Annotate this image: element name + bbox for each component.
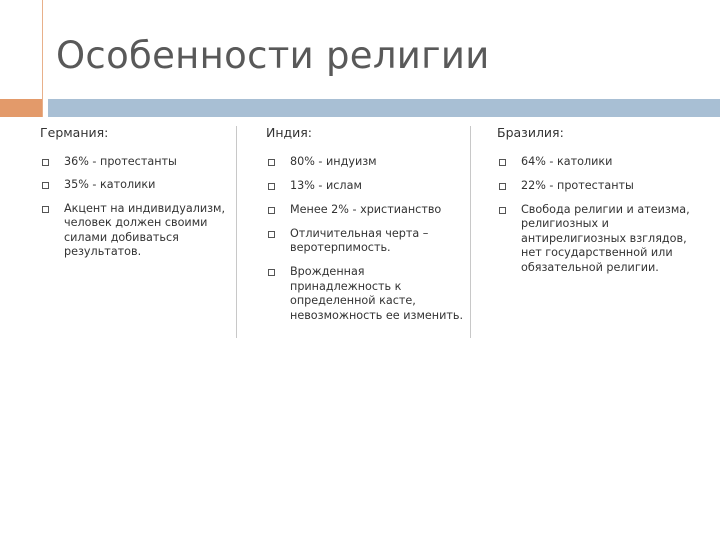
- list-item-text: 36% - протестанты: [64, 154, 177, 168]
- list-item: [40, 155, 232, 170]
- list-item-text: Свобода религии и атеизма, религиозных и антирелигиозных взглядов, нет государственной или обязательной религии.: [521, 202, 690, 274]
- list-item-text: 80% - индуизм: [290, 154, 377, 168]
- square-bullet-icon: [268, 231, 275, 238]
- column-header: Индия:: [266, 125, 313, 140]
- column-india: [266, 126, 466, 333]
- square-bullet-icon: [499, 159, 506, 166]
- bullet-list: [497, 155, 707, 276]
- list-item: [266, 227, 466, 256]
- column-header: Германия:: [40, 125, 109, 140]
- square-bullet-icon: [268, 159, 275, 166]
- list-item-text: Менее 2% - христианство: [290, 202, 442, 216]
- list-item-text: 64% - католики: [521, 154, 613, 168]
- list-item-text: Акцент на индивидуализм, человек должен своими силами добиваться результатов.: [64, 201, 226, 258]
- list-item: [266, 179, 466, 194]
- accent-vertical-line: [42, 0, 43, 117]
- square-bullet-icon: [268, 183, 275, 190]
- square-bullet-icon: [499, 183, 506, 190]
- list-item: [497, 203, 707, 276]
- accent-bar-blue: [48, 99, 720, 117]
- list-item-text: 35% - католики: [64, 178, 156, 191]
- list-item: [40, 178, 232, 193]
- bullet-list: [266, 155, 466, 324]
- list-item: [266, 203, 466, 218]
- column-germany: [40, 126, 232, 269]
- bullet-list: [40, 155, 232, 260]
- slide-title: Особенности религии: [56, 34, 490, 77]
- list-item-text: Отличительная черта – веротерпимость.: [290, 226, 429, 254]
- list-item-text: 13% - ислам: [290, 178, 362, 192]
- square-bullet-icon: [499, 207, 506, 214]
- list-item-text: 22% - протестанты: [521, 178, 634, 192]
- square-bullet-icon: [42, 182, 49, 189]
- list-item-text: Врожденная принадлежность к определенной касте, невозможность ее изменить.: [290, 265, 464, 322]
- accent-bar-orange: [0, 99, 42, 117]
- list-item: [266, 155, 466, 170]
- column-brazil: [497, 126, 707, 285]
- square-bullet-icon: [268, 269, 275, 276]
- column-divider: [236, 126, 237, 338]
- column-divider: [470, 126, 471, 338]
- list-item: [40, 202, 232, 260]
- column-header: Бразилия:: [497, 125, 564, 140]
- list-item: [497, 155, 707, 170]
- square-bullet-icon: [268, 207, 275, 214]
- list-item: [266, 265, 466, 323]
- list-item: [497, 179, 707, 194]
- square-bullet-icon: [42, 206, 49, 213]
- square-bullet-icon: [42, 159, 49, 166]
